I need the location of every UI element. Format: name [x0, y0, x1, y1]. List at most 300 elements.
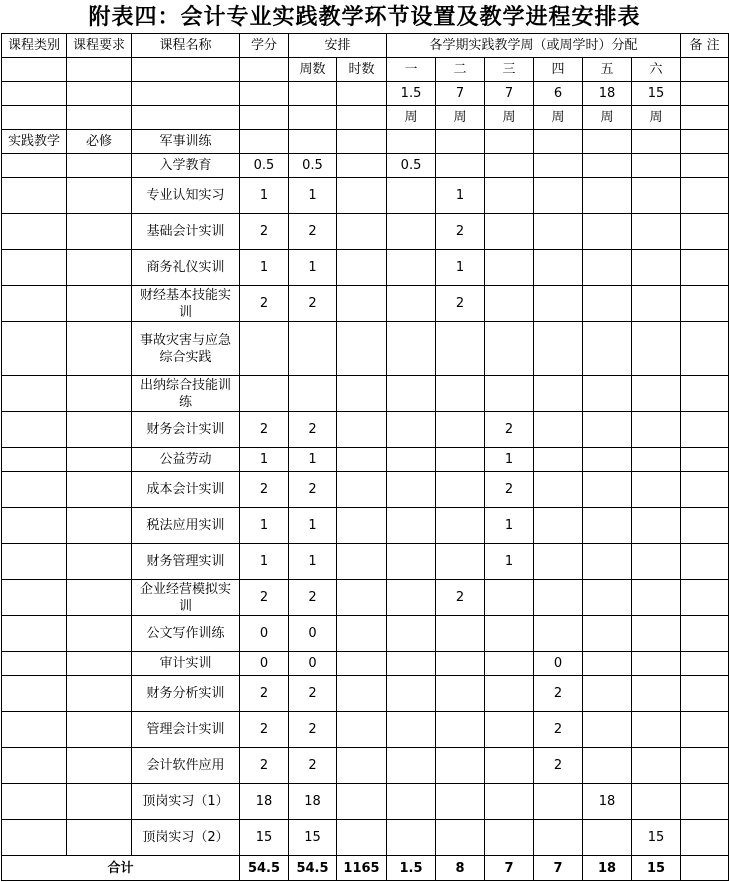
- semester-cell-5: [583, 820, 632, 856]
- semester-cell-1: [387, 544, 436, 580]
- semester-cell-6: [632, 130, 681, 154]
- semester-cell-4: [534, 412, 583, 448]
- semester-cell-5: [583, 544, 632, 580]
- total-weeks: 54.5: [289, 856, 337, 881]
- course-weeks: 2: [289, 412, 337, 448]
- course-credits: 1: [240, 508, 289, 544]
- course-name: 专业认知实习: [132, 178, 240, 214]
- total-semester-2: 8: [436, 856, 485, 881]
- semester-cell-1: [387, 178, 436, 214]
- course-name: 审计实训: [132, 652, 240, 676]
- table-row: [2, 448, 729, 472]
- semester-cell-5: [583, 154, 632, 178]
- semester-cell-6: [632, 580, 681, 616]
- semester-cell-2: [436, 448, 485, 472]
- semester-cell-3: 2: [485, 472, 534, 508]
- table-row: [2, 652, 729, 676]
- table-row: [2, 616, 729, 652]
- course-credits: 1: [240, 448, 289, 472]
- semester-cell-1: [387, 784, 436, 820]
- course-credits: 2: [240, 580, 289, 616]
- course-weeks: 2: [289, 580, 337, 616]
- course-remark: [681, 376, 729, 412]
- table-row: [2, 544, 729, 580]
- header-credits: 学分: [240, 34, 289, 58]
- semester-weeks-4: 6: [534, 82, 583, 106]
- semester-cell-3: 2: [485, 412, 534, 448]
- total-semester-4: 7: [534, 856, 583, 881]
- header-remark: 备 注: [681, 34, 729, 58]
- course-remark: [681, 820, 729, 856]
- table-row: [2, 154, 729, 178]
- semester-cell-1: [387, 616, 436, 652]
- course-weeks: 2: [289, 712, 337, 748]
- semester-1: 一: [387, 58, 436, 82]
- semester-cell-5: [583, 214, 632, 250]
- semester-cell-3: [485, 652, 534, 676]
- semester-cell-4: [534, 322, 583, 376]
- course-hours: [337, 652, 387, 676]
- course-weeks: 0: [289, 652, 337, 676]
- course-weeks: [289, 130, 337, 154]
- course-name: 财务会计实训: [132, 412, 240, 448]
- table-row: [2, 748, 729, 784]
- course-remark: [681, 130, 729, 154]
- semester-cell-5: [583, 472, 632, 508]
- course-hours: [337, 676, 387, 712]
- semester-cell-4: [534, 472, 583, 508]
- semester-cell-3: [485, 154, 534, 178]
- semester-cell-1: [387, 712, 436, 748]
- total-label: 合计: [2, 856, 240, 881]
- course-name: 公益劳动: [132, 448, 240, 472]
- semester-cell-4: [534, 508, 583, 544]
- course-credits: 2: [240, 214, 289, 250]
- course-hours: [337, 784, 387, 820]
- course-name: 入学教育: [132, 154, 240, 178]
- course-name: 出纳综合技能训练: [132, 376, 240, 412]
- course-hours: [337, 508, 387, 544]
- table-row: [2, 130, 729, 154]
- semester-cell-1: 0.5: [387, 154, 436, 178]
- total-hours: 1165: [337, 856, 387, 881]
- semester-cell-1: [387, 130, 436, 154]
- semester-cell-4: [534, 580, 583, 616]
- semester-cell-4: [534, 544, 583, 580]
- course-hours: [337, 322, 387, 376]
- semester-cell-6: [632, 376, 681, 412]
- semester-cell-6: [632, 286, 681, 322]
- header-row-semesters: [2, 58, 729, 82]
- semester-cell-5: [583, 676, 632, 712]
- course-hours: [337, 412, 387, 448]
- semester-cell-1: [387, 286, 436, 322]
- course-weeks: 2: [289, 748, 337, 784]
- semester-cell-2: 1: [436, 250, 485, 286]
- course-name: 事故灾害与应急综合实践: [132, 322, 240, 376]
- semester-cell-5: [583, 652, 632, 676]
- semester-unit-2: 周: [436, 106, 485, 130]
- course-remark: [681, 214, 729, 250]
- semester-6: 六: [632, 58, 681, 82]
- semester-cell-3: [485, 130, 534, 154]
- semester-cell-3: [485, 250, 534, 286]
- semester-cell-6: [632, 154, 681, 178]
- semester-cell-6: 15: [632, 820, 681, 856]
- course-hours: [337, 820, 387, 856]
- semester-cell-1: [387, 508, 436, 544]
- course-name: 成本会计实训: [132, 472, 240, 508]
- total-semester-3: 7: [485, 856, 534, 881]
- header-distribution: 各学期实践教学周（或周学时）分配: [387, 34, 681, 58]
- course-credits: 2: [240, 412, 289, 448]
- header-requirement: 课程要求: [67, 34, 132, 58]
- course-name: 公文写作训练: [132, 616, 240, 652]
- semester-unit-1: 周: [387, 106, 436, 130]
- total-semester-1: 1.5: [387, 856, 436, 881]
- course-weeks: 1: [289, 178, 337, 214]
- semester-weeks-3: 7: [485, 82, 534, 106]
- course-weeks: 0: [289, 616, 337, 652]
- semester-cell-2: [436, 376, 485, 412]
- semester-4: 四: [534, 58, 583, 82]
- semester-cell-4: [534, 154, 583, 178]
- table-row: [2, 322, 729, 376]
- course-hours: [337, 544, 387, 580]
- table-row: [2, 580, 729, 616]
- total-row: [2, 856, 729, 881]
- semester-cell-2: [436, 748, 485, 784]
- semester-cell-3: [485, 376, 534, 412]
- semester-weeks-5: 18: [583, 82, 632, 106]
- semester-cell-5: [583, 580, 632, 616]
- course-remark: [681, 712, 729, 748]
- course-hours: [337, 616, 387, 652]
- course-name: 顶岗实习（2）: [132, 820, 240, 856]
- semester-cell-6: [632, 448, 681, 472]
- semester-cell-2: [436, 616, 485, 652]
- table-row: [2, 820, 729, 856]
- table-row: [2, 376, 729, 412]
- semester-cell-5: [583, 286, 632, 322]
- course-hours: [337, 580, 387, 616]
- semester-cell-4: [534, 130, 583, 154]
- course-name: 管理会计实训: [132, 712, 240, 748]
- semester-cell-2: [436, 676, 485, 712]
- course-remark: [681, 448, 729, 472]
- course-hours: [337, 178, 387, 214]
- semester-cell-1: [387, 820, 436, 856]
- course-credits: 15: [240, 820, 289, 856]
- course-hours: [337, 712, 387, 748]
- semester-cell-4: 0: [534, 652, 583, 676]
- semester-cell-5: [583, 508, 632, 544]
- course-weeks: 18: [289, 784, 337, 820]
- course-hours: [337, 748, 387, 784]
- total-semester-5: 18: [583, 856, 632, 881]
- semester-cell-6: [632, 472, 681, 508]
- semester-cell-4: [534, 250, 583, 286]
- header-weeks: 周数: [289, 58, 337, 82]
- course-hours: [337, 154, 387, 178]
- semester-cell-4: [534, 820, 583, 856]
- semester-cell-3: [485, 178, 534, 214]
- semester-cell-6: [632, 412, 681, 448]
- semester-cell-4: [534, 376, 583, 412]
- semester-cell-4: [534, 784, 583, 820]
- course-remark: [681, 322, 729, 376]
- semester-cell-5: [583, 322, 632, 376]
- semester-cell-1: [387, 322, 436, 376]
- header-row-semester-weeks: [2, 82, 729, 106]
- course-credits: 0.5: [240, 154, 289, 178]
- semester-cell-6: [632, 712, 681, 748]
- semester-weeks-2: 7: [436, 82, 485, 106]
- semester-cell-3: [485, 322, 534, 376]
- semester-cell-5: [583, 448, 632, 472]
- course-remark: [681, 544, 729, 580]
- semester-cell-2: [436, 130, 485, 154]
- semester-cell-2: 2: [436, 580, 485, 616]
- table-row: [2, 250, 729, 286]
- course-remark: [681, 784, 729, 820]
- semester-cell-2: 2: [436, 286, 485, 322]
- course-credits: 0: [240, 616, 289, 652]
- semester-cell-5: [583, 748, 632, 784]
- semester-cell-6: [632, 508, 681, 544]
- course-credits: 1: [240, 178, 289, 214]
- semester-unit-5: 周: [583, 106, 632, 130]
- course-credits: 1: [240, 250, 289, 286]
- semester-cell-3: [485, 712, 534, 748]
- header-category: 课程类别: [2, 34, 67, 58]
- course-credits: 2: [240, 676, 289, 712]
- semester-cell-3: [485, 820, 534, 856]
- table-row: [2, 214, 729, 250]
- course-weeks: 15: [289, 820, 337, 856]
- semester-cell-1: [387, 214, 436, 250]
- semester-cell-2: 2: [436, 214, 485, 250]
- semester-cell-1: [387, 652, 436, 676]
- semester-cell-5: [583, 412, 632, 448]
- semester-5: 五: [583, 58, 632, 82]
- table-row: [2, 784, 729, 820]
- course-name: 财经基本技能实训: [132, 286, 240, 322]
- course-name: 会计软件应用: [132, 748, 240, 784]
- course-name: 顶岗实习（1）: [132, 784, 240, 820]
- course-weeks: 2: [289, 676, 337, 712]
- course-requirement: 必修: [67, 130, 132, 154]
- table-row: [2, 676, 729, 712]
- semester-cell-1: [387, 748, 436, 784]
- course-credits: 2: [240, 472, 289, 508]
- semester-cell-3: 1: [485, 544, 534, 580]
- semester-cell-4: 2: [534, 748, 583, 784]
- semester-cell-6: [632, 652, 681, 676]
- semester-cell-1: [387, 250, 436, 286]
- total-credits: 54.5: [240, 856, 289, 881]
- semester-cell-3: 1: [485, 508, 534, 544]
- course-weeks: 2: [289, 472, 337, 508]
- course-weeks: 1: [289, 448, 337, 472]
- table-row: [2, 508, 729, 544]
- semester-cell-5: [583, 250, 632, 286]
- course-credits: 2: [240, 286, 289, 322]
- semester-cell-1: [387, 448, 436, 472]
- course-weeks: 1: [289, 544, 337, 580]
- course-name: 商务礼仪实训: [132, 250, 240, 286]
- semester-cell-3: 1: [485, 448, 534, 472]
- semester-cell-3: [485, 580, 534, 616]
- course-weeks: 1: [289, 250, 337, 286]
- header-arrange: 安排: [289, 34, 387, 58]
- semester-cell-5: [583, 178, 632, 214]
- course-name: 企业经营模拟实训: [132, 580, 240, 616]
- semester-cell-2: [436, 412, 485, 448]
- semester-unit-4: 周: [534, 106, 583, 130]
- course-hours: [337, 472, 387, 508]
- header-hours: 时数: [337, 58, 387, 82]
- course-name: 财务管理实训: [132, 544, 240, 580]
- semester-cell-6: [632, 748, 681, 784]
- course-name: 财务分析实训: [132, 676, 240, 712]
- course-credits: [240, 322, 289, 376]
- semester-cell-4: [534, 448, 583, 472]
- course-name: 军事训练: [132, 130, 240, 154]
- course-category: 实践教学: [2, 130, 67, 154]
- table-row: [2, 286, 729, 322]
- course-hours: [337, 376, 387, 412]
- course-remark: [681, 616, 729, 652]
- semester-cell-3: [485, 214, 534, 250]
- semester-cell-4: [534, 286, 583, 322]
- semester-cell-3: [485, 676, 534, 712]
- semester-cell-1: [387, 376, 436, 412]
- semester-cell-6: [632, 178, 681, 214]
- semester-cell-6: [632, 676, 681, 712]
- semester-cell-1: [387, 580, 436, 616]
- semester-cell-2: [436, 784, 485, 820]
- course-hours: [337, 250, 387, 286]
- semester-cell-5: [583, 712, 632, 748]
- table-row: [2, 178, 729, 214]
- course-remark: [681, 652, 729, 676]
- semester-cell-4: [534, 178, 583, 214]
- table-title: 附表四：会计专业实践教学环节设置及教学进程安排表: [88, 5, 641, 30]
- header-row: [2, 34, 729, 58]
- course-credits: 2: [240, 748, 289, 784]
- semester-cell-6: [632, 544, 681, 580]
- semester-cell-5: [583, 616, 632, 652]
- table-row: [2, 412, 729, 448]
- table-row: [2, 712, 729, 748]
- course-credits: [240, 130, 289, 154]
- semester-weeks-6: 15: [632, 82, 681, 106]
- semester-cell-4: [534, 214, 583, 250]
- course-credits: 2: [240, 712, 289, 748]
- total-semester-6: 15: [632, 856, 681, 881]
- semester-cell-5: [583, 130, 632, 154]
- course-remark: [681, 412, 729, 448]
- course-remark: [681, 580, 729, 616]
- semester-cell-6: [632, 784, 681, 820]
- course-remark: [681, 178, 729, 214]
- course-remark: [681, 154, 729, 178]
- semester-cell-3: [485, 748, 534, 784]
- semester-cell-2: [436, 652, 485, 676]
- course-credits: 0: [240, 652, 289, 676]
- course-weeks: [289, 376, 337, 412]
- semester-2: 二: [436, 58, 485, 82]
- semester-cell-2: [436, 472, 485, 508]
- course-weeks: 0.5: [289, 154, 337, 178]
- course-remark: [681, 286, 729, 322]
- course-weeks: 2: [289, 214, 337, 250]
- course-credits: [240, 376, 289, 412]
- semester-cell-4: [534, 616, 583, 652]
- semester-cell-5: [583, 376, 632, 412]
- semester-cell-4: 2: [534, 676, 583, 712]
- semester-cell-1: [387, 676, 436, 712]
- schedule-table: [1, 33, 729, 881]
- course-remark: [681, 748, 729, 784]
- course-hours: [337, 448, 387, 472]
- course-weeks: 2: [289, 286, 337, 322]
- semester-cell-6: [632, 214, 681, 250]
- semester-unit-3: 周: [485, 106, 534, 130]
- header-name: 课程名称: [132, 34, 240, 58]
- semester-cell-3: [485, 784, 534, 820]
- semester-3: 三: [485, 58, 534, 82]
- semester-cell-2: 1: [436, 178, 485, 214]
- semester-weeks-1: 1.5: [387, 82, 436, 106]
- table-row: [2, 472, 729, 508]
- semester-cell-1: [387, 412, 436, 448]
- total-remark: [681, 856, 729, 881]
- course-credits: 1: [240, 544, 289, 580]
- semester-cell-5: 18: [583, 784, 632, 820]
- course-weeks: [289, 322, 337, 376]
- semester-cell-6: [632, 616, 681, 652]
- semester-cell-2: [436, 508, 485, 544]
- course-hours: [337, 214, 387, 250]
- semester-cell-3: [485, 616, 534, 652]
- semester-cell-6: [632, 322, 681, 376]
- semester-cell-2: [436, 322, 485, 376]
- course-remark: [681, 676, 729, 712]
- semester-cell-1: [387, 472, 436, 508]
- course-hours: [337, 286, 387, 322]
- header-row-unit: [2, 106, 729, 130]
- course-name: 税法应用实训: [132, 508, 240, 544]
- semester-cell-2: [436, 712, 485, 748]
- semester-cell-2: [436, 820, 485, 856]
- course-weeks: 1: [289, 508, 337, 544]
- course-remark: [681, 508, 729, 544]
- semester-cell-2: [436, 544, 485, 580]
- course-name: 基础会计实训: [132, 214, 240, 250]
- schedule-table-body: [2, 34, 729, 881]
- semester-cell-2: [436, 154, 485, 178]
- course-remark: [681, 472, 729, 508]
- semester-cell-4: 2: [534, 712, 583, 748]
- semester-cell-6: [632, 250, 681, 286]
- course-credits: 18: [240, 784, 289, 820]
- semester-cell-3: [485, 286, 534, 322]
- course-hours: [337, 130, 387, 154]
- semester-unit-6: 周: [632, 106, 681, 130]
- course-remark: [681, 250, 729, 286]
